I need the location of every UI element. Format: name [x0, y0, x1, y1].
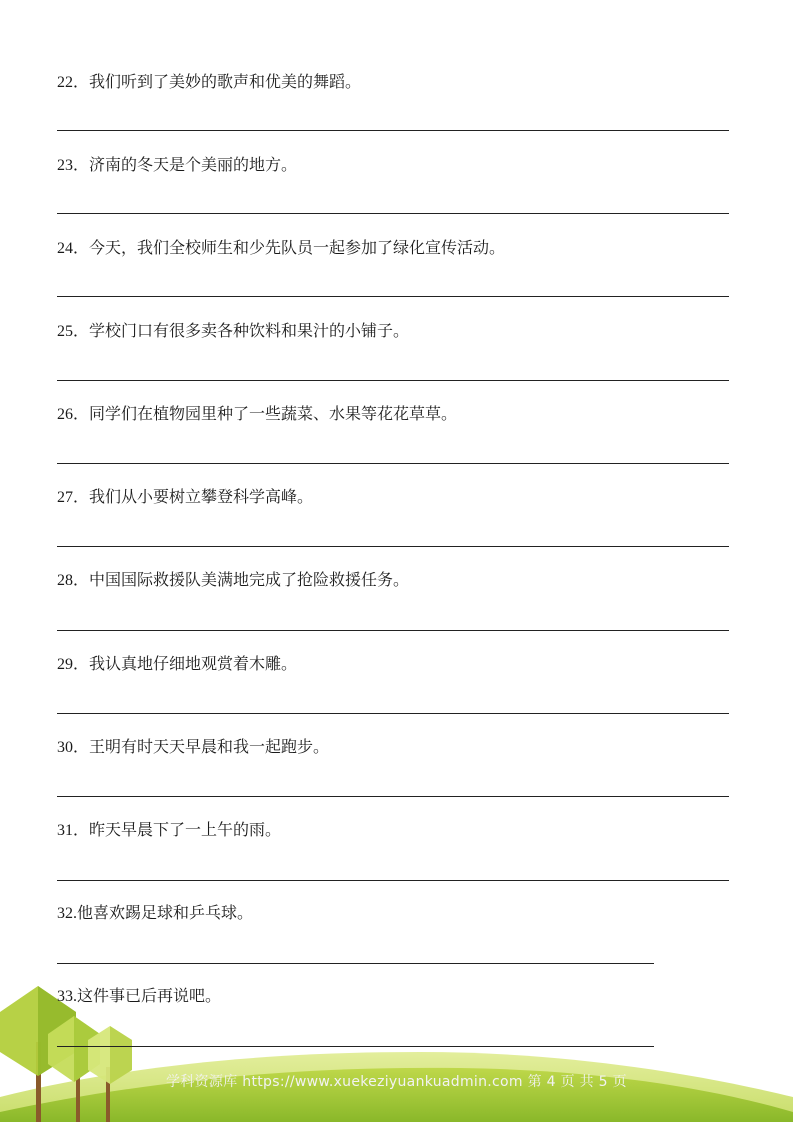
- question-number: 31．: [57, 822, 90, 839]
- question-item: [57, 155, 297, 176]
- question-number: 25．: [57, 323, 90, 340]
- question-number: 22．: [57, 74, 90, 91]
- footer-url[interactable]: https://www.xuekeziyuankuadmin.com: [242, 1074, 523, 1090]
- answer-line[interactable]: [57, 463, 729, 464]
- question-text: 中国国际救援队美满地完成了抢险救援任务。: [89, 570, 410, 589]
- footer-page-counter: 第 4 页 共 5 页: [527, 1074, 627, 1090]
- answer-line[interactable]: [57, 1046, 654, 1047]
- question-text: 济南的冬天是个美丽的地方。: [89, 155, 298, 174]
- question-item: [57, 487, 313, 508]
- question-number: 23．: [57, 157, 90, 174]
- page-footer: [0, 1071, 793, 1091]
- question-text: 他喜欢踢足球和乒乓球。: [77, 903, 254, 922]
- question-item: [57, 820, 281, 841]
- answer-line[interactable]: [57, 713, 729, 714]
- question-number: 28．: [57, 572, 90, 589]
- question-number: 32.: [57, 905, 77, 922]
- question-item: [57, 986, 221, 1007]
- question-number: 33.: [57, 988, 77, 1005]
- question-text: 昨天早晨下了一上午的雨。: [89, 820, 282, 839]
- question-text: 学校门口有很多卖各种饮料和果汁的小铺子。: [89, 321, 410, 340]
- question-text: 我认真地仔细地观赏着木雕。: [89, 654, 298, 673]
- question-text: 我们从小要树立攀登科学高峰。: [89, 487, 314, 506]
- answer-line[interactable]: [57, 630, 729, 631]
- question-text: 王明有时天天早晨和我一起跑步。: [89, 737, 330, 756]
- answer-line[interactable]: [57, 296, 729, 297]
- question-number: 26．: [57, 406, 90, 423]
- question-number: 30．: [57, 739, 90, 756]
- answer-line[interactable]: [57, 963, 654, 964]
- question-item: [57, 238, 505, 259]
- answer-line[interactable]: [57, 796, 729, 797]
- question-text: 今天，我们全校师生和少先队员一起参加了绿化宣传活动。: [89, 238, 506, 257]
- question-number: 24．: [57, 240, 90, 257]
- question-text: 我们听到了美妙的歌声和优美的舞蹈。: [89, 72, 362, 91]
- question-item: [57, 903, 253, 924]
- question-item: [57, 737, 329, 758]
- question-number: 27．: [57, 489, 90, 506]
- footer-site-label: 学科资源库: [166, 1074, 238, 1090]
- question-item: [57, 321, 409, 342]
- question-item: [57, 570, 409, 591]
- question-item: [57, 404, 457, 425]
- question-item: [57, 654, 297, 675]
- answer-line[interactable]: [57, 130, 729, 131]
- question-item: [57, 72, 361, 93]
- answer-line[interactable]: [57, 546, 729, 547]
- question-text: 这件事已后再说吧。: [77, 986, 222, 1005]
- answer-line[interactable]: [57, 880, 729, 881]
- answer-line[interactable]: [57, 213, 729, 214]
- question-number: 29．: [57, 656, 90, 673]
- answer-line[interactable]: [57, 380, 729, 381]
- question-text: 同学们在植物园里种了一些蔬菜、水果等花花草草。: [89, 404, 458, 423]
